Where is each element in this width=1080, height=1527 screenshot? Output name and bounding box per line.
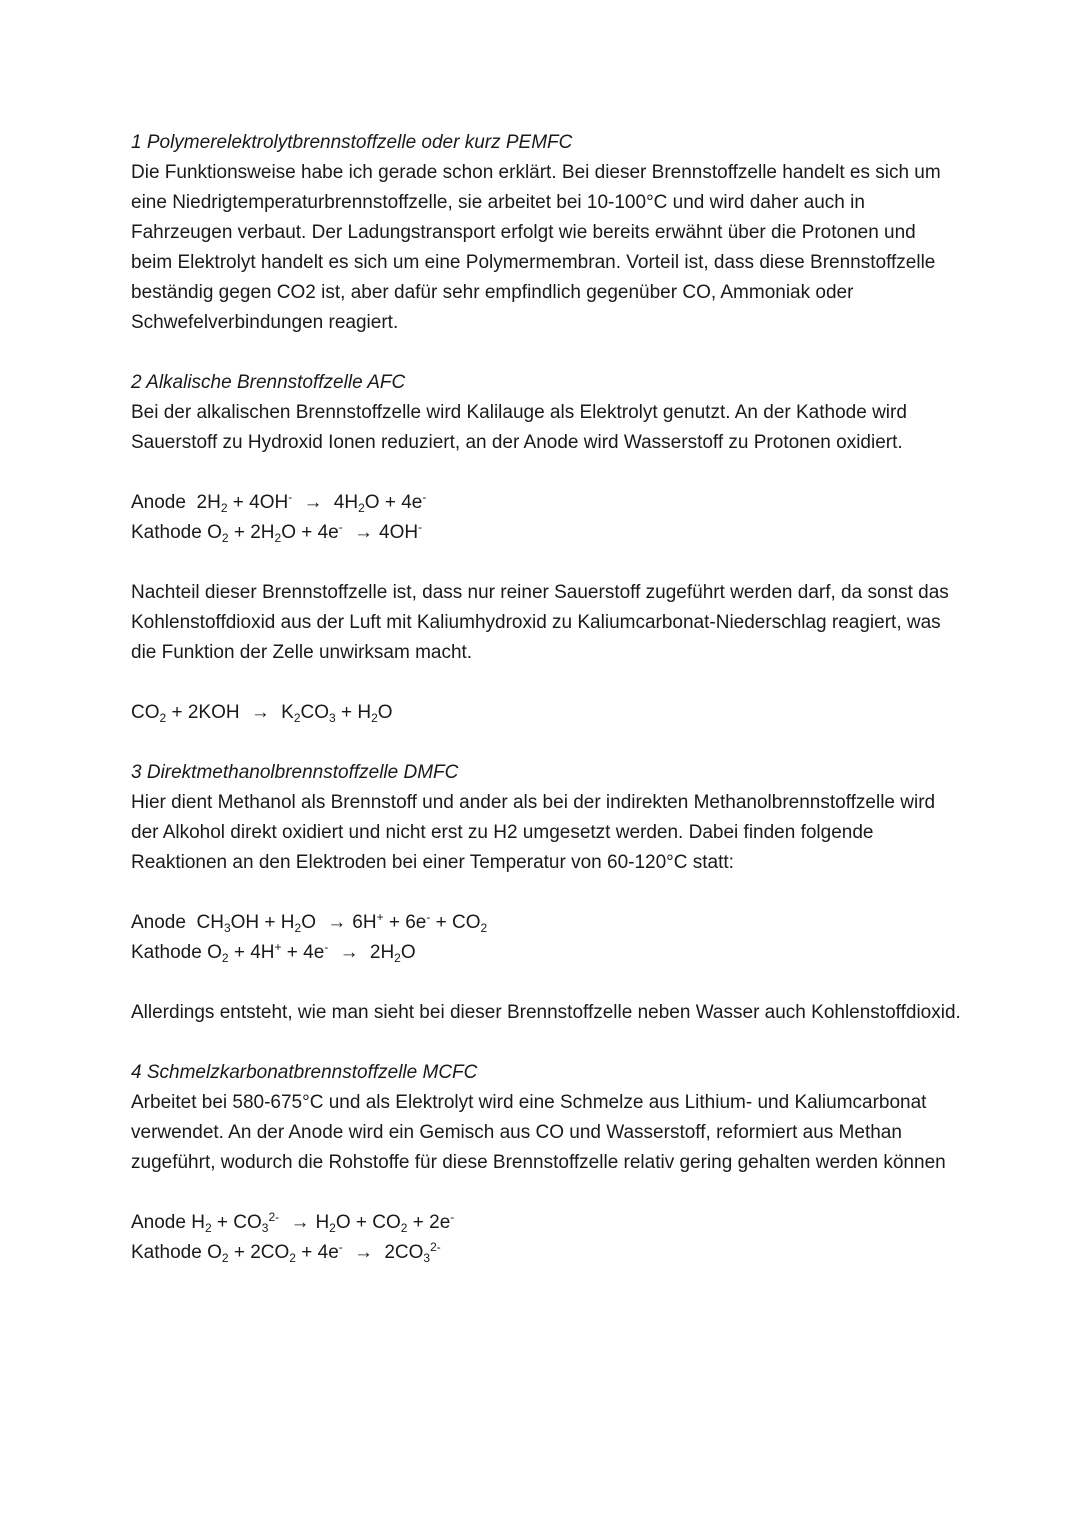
section-paragraph-dmfc: Hier dient Methanol als Brennstoff und ander als bei der indirekten Methanolbrennstoffzelle wird der Alkohol direkt oxidiert und nicht erst zu H2 umgesetzt werden. Dabei finden folgende Reaktionen an den Elektroden bei einer Temperatur von 60-120°C statt: (131, 792, 936, 873)
equation-block-mcfc (131, 1208, 961, 1268)
section-paragraph-afc-disadvantage: Nachteil dieser Brennstoffzelle ist, dass nur reiner Sauerstoff zugeführt werden darf, da sonst das Kohlenstoffdioxid aus der Luft mit Kaliumhydroxid zu Kaliumcarbonat-Niederschlag reagiert, was die Funktion der Zelle unwirksam macht. (131, 582, 949, 663)
section-paragraph-pemfc: Die Funktionsweise habe ich gerade schon erklärt. Bei dieser Brennstoffzelle handelt es sich um eine Niedrigtemperaturbrennstoffzelle, sie arbeitet bei 10-100°C und wird daher auch in Fahrzeugen verbaut. Der Ladungstransport erfolgt wie bereits erwähnt über die Protonen und beim Elektrolyt handelt es sich um eine Polymermembran. Vorteil ist, dass diese Brennstoffzelle beständig gegen CO2 ist, aber dafür sehr empfindlich gegenüber CO, Ammoniak oder Schwefelverbindungen reagiert. (131, 162, 941, 333)
section-heading-dmfc: 3 Direktmethanolbrennstoffzelle DMFC (131, 762, 459, 783)
section-heading-afc: 2 Alkalische Brennstoffzelle AFC (131, 372, 406, 393)
equation-afc-anode: Anode $2H_2 + 4OH^- \to 4H_2O + 4e^-$ (131, 488, 961, 518)
reaction-arrow-icon: → (339, 942, 359, 963)
reaction-arrow-icon: → (250, 702, 270, 723)
equation-co2-koh: $CO_2 + 2KOH \to K_2CO_3 + H_2O$ (131, 698, 961, 728)
reaction-arrow-icon: → (354, 522, 374, 543)
section-heading-mcfc: 4 Schmelzkarbonatbrennstoffzelle MCFC (131, 1062, 478, 1083)
equation-label: Anode (131, 912, 186, 933)
section-paragraph-mcfc: Arbeitet bei 580-675°C und als Elektrolyt wird eine Schmelze aus Lithium- und Kaliumcarbonat verwendet. An der Anode wird ein Gemisch aus CO und Wasserstoff, reformiert aus Methan zugeführt, wodurch die Rohstoffe für diese Brennstoffzelle relativ gering gehalten werden können (131, 1092, 946, 1173)
equation-label: Kathode (131, 942, 202, 963)
equation-mcfc-anode: Anode $H_2 + CO_3^{2-} \to H_2O + CO_2 + 2e^-$ (131, 1208, 961, 1238)
equation-block-afc (131, 488, 961, 548)
equation-label: Anode (131, 492, 186, 513)
equation-block-dmfc (131, 908, 961, 968)
equation-label: Kathode (131, 522, 202, 543)
section-heading-pemfc: 1 Polymerelektrolytbrennstoffzelle oder kurz PEMFC (131, 132, 573, 153)
equation-block-co2 (131, 698, 961, 728)
reaction-arrow-icon: → (354, 1242, 374, 1263)
equation-mcfc-kathode: Kathode $O_2 + 2CO_2 + 4e^- \to 2CO_3^{2-}$ (131, 1238, 961, 1268)
equation-dmfc-anode: Anode $CH_3OH + H_2O \to 6H^+ + 6e^- + CO_2$ (131, 908, 961, 938)
equation-afc-kathode: Kathode $O_2 + 2H_2O + 4e^- \to 4OH^-$ (131, 518, 961, 548)
equation-dmfc-kathode: Kathode $O_2 + 4H^+ + 4e^- \to 2H_2O$ (131, 938, 961, 968)
reaction-arrow-icon: → (327, 912, 347, 933)
section-paragraph-dmfc-result: Allerdings entsteht, wie man sieht bei dieser Brennstoffzelle neben Wasser auch Kohlenstoffdioxid. (131, 1002, 961, 1023)
document-page (131, 128, 961, 1268)
equation-label: Kathode (131, 1242, 202, 1263)
section-paragraph-afc: Bei der alkalischen Brennstoffzelle wird Kalilauge als Elektrolyt genutzt. An der Kathode wird Sauerstoff zu Hydroxid Ionen reduziert, an der Anode wird Wasserstoff zu Protonen oxidiert. (131, 402, 907, 453)
equation-label: Anode (131, 1212, 186, 1233)
reaction-arrow-icon: → (290, 1212, 310, 1233)
reaction-arrow-icon: → (303, 492, 323, 513)
